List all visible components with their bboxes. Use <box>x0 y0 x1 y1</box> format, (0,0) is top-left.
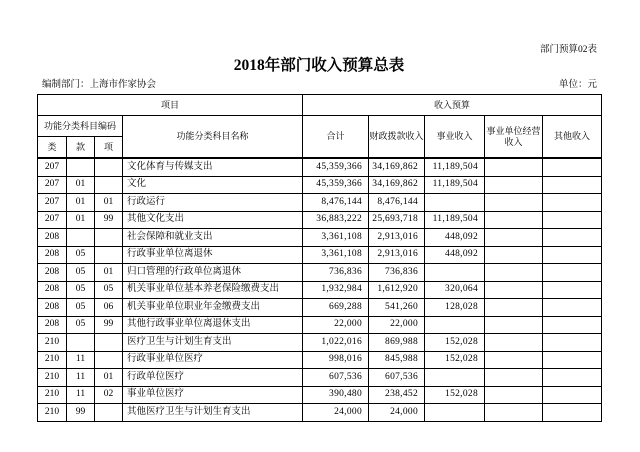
cell-fiscal: 22,000 <box>369 316 425 334</box>
cell-business: 152,028 <box>425 334 485 352</box>
cell-other <box>543 351 602 369</box>
cell-operating <box>485 264 543 282</box>
cell-code-class: 210 <box>38 369 67 387</box>
cell-total: 24,000 <box>303 404 369 422</box>
header-operating-revenue: 事业单位经营收入 <box>485 116 543 159</box>
cell-code-class: 210 <box>38 351 67 369</box>
cell-business: 128,028 <box>425 299 485 317</box>
cell-code-item: 99 <box>95 316 123 334</box>
cell-total: 998,016 <box>303 351 369 369</box>
cell-fiscal: 845,988 <box>369 351 425 369</box>
cell-subject-name: 文化体育与传媒支出 <box>123 158 303 176</box>
cell-code-item: 02 <box>95 386 123 404</box>
table-row <box>38 404 602 422</box>
cell-code-section: 11 <box>67 369 95 387</box>
revenue-budget-table <box>37 94 602 422</box>
cell-code-class: 207 <box>38 211 67 229</box>
cell-code-section: 11 <box>67 386 95 404</box>
cell-other <box>543 386 602 404</box>
cell-operating <box>485 351 543 369</box>
cell-code-item <box>95 246 123 264</box>
cell-code-section <box>67 158 95 176</box>
cell-operating <box>485 158 543 176</box>
cell-code-class: 208 <box>38 229 67 247</box>
cell-fiscal: 25,693,718 <box>369 211 425 229</box>
cell-operating <box>485 369 543 387</box>
cell-subject-name: 其他医疗卫生与计划生育支出 <box>123 404 303 422</box>
cell-total: 736,836 <box>303 264 369 282</box>
cell-code-class: 210 <box>38 404 67 422</box>
cell-code-section: 05 <box>67 316 95 334</box>
cell-business: 11,189,504 <box>425 158 485 176</box>
cell-code-class: 208 <box>38 316 67 334</box>
cell-other <box>543 369 602 387</box>
cell-business: 11,189,504 <box>425 176 485 194</box>
cell-code-class: 208 <box>38 246 67 264</box>
cell-other <box>543 194 602 212</box>
cell-business <box>425 194 485 212</box>
cell-subject-name: 行政运行 <box>123 194 303 212</box>
cell-other <box>543 404 602 422</box>
cell-fiscal: 869,988 <box>369 334 425 352</box>
cell-fiscal: 736,836 <box>369 264 425 282</box>
cell-other <box>543 281 602 299</box>
header-subject-name: 功能分类科目名称 <box>123 116 303 159</box>
cell-code-item <box>95 351 123 369</box>
cell-business <box>425 264 485 282</box>
cell-fiscal: 34,169,862 <box>369 158 425 176</box>
cell-fiscal: 1,612,920 <box>369 281 425 299</box>
header-fiscal-appropriation: 财政拨款收入 <box>369 116 425 159</box>
cell-code-section: 05 <box>67 299 95 317</box>
cell-subject-name: 行政事业单位离退休 <box>123 246 303 264</box>
table-row <box>38 316 602 334</box>
cell-subject-name: 机关事业单位基本养老保险缴费支出 <box>123 281 303 299</box>
header-code-section: 款 <box>67 137 95 159</box>
cell-total: 390,480 <box>303 386 369 404</box>
cell-operating <box>485 386 543 404</box>
table-row <box>38 211 602 229</box>
cell-code-class: 207 <box>38 176 67 194</box>
cell-other <box>543 211 602 229</box>
cell-fiscal: 2,913,016 <box>369 246 425 264</box>
form-code-label: 部门预算02表 <box>539 45 597 55</box>
cell-total: 1,022,016 <box>303 334 369 352</box>
header-other-revenue: 其他收入 <box>543 116 602 159</box>
header-total: 合计 <box>303 116 369 159</box>
cell-subject-name: 其他文化支出 <box>123 211 303 229</box>
table-row <box>38 246 602 264</box>
cell-fiscal: 607,536 <box>369 369 425 387</box>
table-row <box>38 264 602 282</box>
cell-code-section: 05 <box>67 264 95 282</box>
cell-code-section <box>67 334 95 352</box>
table-row <box>38 229 602 247</box>
cell-code-section: 05 <box>67 246 95 264</box>
header-group-row <box>38 95 602 116</box>
prepared-by-label: 编制部门：上海市作家协会 <box>42 80 157 90</box>
cell-operating <box>485 316 543 334</box>
table-row <box>38 158 602 176</box>
cell-code-item <box>95 158 123 176</box>
cell-code-item: 01 <box>95 369 123 387</box>
cell-operating <box>485 211 543 229</box>
cell-code-class: 208 <box>38 281 67 299</box>
cell-subject-name: 文化 <box>123 176 303 194</box>
cell-business: 11,189,504 <box>425 211 485 229</box>
cell-code-item <box>95 404 123 422</box>
cell-other <box>543 176 602 194</box>
cell-operating <box>485 246 543 264</box>
cell-other <box>543 316 602 334</box>
cell-fiscal: 2,913,016 <box>369 229 425 247</box>
table-row <box>38 299 602 317</box>
cell-operating <box>485 334 543 352</box>
cell-code-item: 06 <box>95 299 123 317</box>
cell-other <box>543 246 602 264</box>
cell-business: 152,028 <box>425 386 485 404</box>
cell-fiscal: 541,260 <box>369 299 425 317</box>
unit-label: 单位：元 <box>558 80 597 90</box>
cell-code-item: 05 <box>95 281 123 299</box>
cell-code-class: 208 <box>38 299 67 317</box>
cell-code-class: 210 <box>38 334 67 352</box>
cell-code-section: 99 <box>67 404 95 422</box>
cell-business: 320,064 <box>425 281 485 299</box>
cell-fiscal: 238,452 <box>369 386 425 404</box>
cell-other <box>543 299 602 317</box>
cell-subject-name: 医疗卫生与计划生育支出 <box>123 334 303 352</box>
cell-business: 448,092 <box>425 229 485 247</box>
header-business-revenue: 事业收入 <box>425 116 485 159</box>
table-row <box>38 176 602 194</box>
cell-total: 45,359,366 <box>303 158 369 176</box>
cell-other <box>543 158 602 176</box>
cell-code-class: 210 <box>38 386 67 404</box>
cell-operating <box>485 299 543 317</box>
cell-subject-name: 机关事业单位职业年金缴费支出 <box>123 299 303 317</box>
cell-code-section <box>67 229 95 247</box>
header-main-row <box>38 116 602 137</box>
cell-code-item <box>95 176 123 194</box>
cell-operating <box>485 194 543 212</box>
cell-business: 152,028 <box>425 351 485 369</box>
header-code-group: 功能分类科目编码 <box>38 116 123 137</box>
cell-operating <box>485 229 543 247</box>
cell-other <box>543 334 602 352</box>
cell-code-section: 01 <box>67 176 95 194</box>
cell-other <box>543 229 602 247</box>
cell-subject-name: 行政事业单位医疗 <box>123 351 303 369</box>
cell-fiscal: 34,169,862 <box>369 176 425 194</box>
header-project: 项目 <box>38 95 303 116</box>
cell-code-item: 99 <box>95 211 123 229</box>
table-row <box>38 351 602 369</box>
cell-fiscal: 24,000 <box>369 404 425 422</box>
header-code-class: 类 <box>38 137 67 159</box>
cell-total: 36,883,222 <box>303 211 369 229</box>
cell-subject-name: 其他行政事业单位离退休支出 <box>123 316 303 334</box>
cell-total: 1,932,984 <box>303 281 369 299</box>
cell-code-item <box>95 229 123 247</box>
cell-total: 669,288 <box>303 299 369 317</box>
meta-row <box>37 76 601 90</box>
header-code-item: 项 <box>95 137 123 159</box>
table-body <box>38 158 602 421</box>
cell-total: 607,536 <box>303 369 369 387</box>
cell-code-section: 05 <box>67 281 95 299</box>
cell-operating <box>485 281 543 299</box>
header-revenue-budget: 收入预算 <box>303 95 602 116</box>
table-row <box>38 281 602 299</box>
cell-business <box>425 316 485 334</box>
cell-total: 45,359,366 <box>303 176 369 194</box>
cell-business <box>425 404 485 422</box>
cell-operating <box>485 404 543 422</box>
page-title: 2018年部门收入预算总表 <box>233 57 405 74</box>
cell-code-class: 207 <box>38 158 67 176</box>
cell-total: 3,361,108 <box>303 229 369 247</box>
cell-code-section: 01 <box>67 194 95 212</box>
cell-code-item <box>95 334 123 352</box>
cell-business <box>425 369 485 387</box>
cell-subject-name: 社会保障和就业支出 <box>123 229 303 247</box>
table-row <box>38 334 602 352</box>
cell-code-section: 01 <box>67 211 95 229</box>
cell-total: 22,000 <box>303 316 369 334</box>
cell-code-item: 01 <box>95 194 123 212</box>
cell-code-class: 207 <box>38 194 67 212</box>
cell-business: 448,092 <box>425 246 485 264</box>
table-row <box>38 386 602 404</box>
cell-total: 3,361,108 <box>303 246 369 264</box>
cell-code-class: 208 <box>38 264 67 282</box>
cell-operating <box>485 176 543 194</box>
table-row <box>38 369 602 387</box>
cell-subject-name: 归口管理的行政单位离退休 <box>123 264 303 282</box>
cell-subject-name: 事业单位医疗 <box>123 386 303 404</box>
cell-fiscal: 8,476,144 <box>369 194 425 212</box>
cell-code-item: 01 <box>95 264 123 282</box>
cell-code-section: 11 <box>67 351 95 369</box>
cell-other <box>543 264 602 282</box>
table-row <box>38 194 602 212</box>
cell-subject-name: 行政单位医疗 <box>123 369 303 387</box>
cell-total: 8,476,144 <box>303 194 369 212</box>
